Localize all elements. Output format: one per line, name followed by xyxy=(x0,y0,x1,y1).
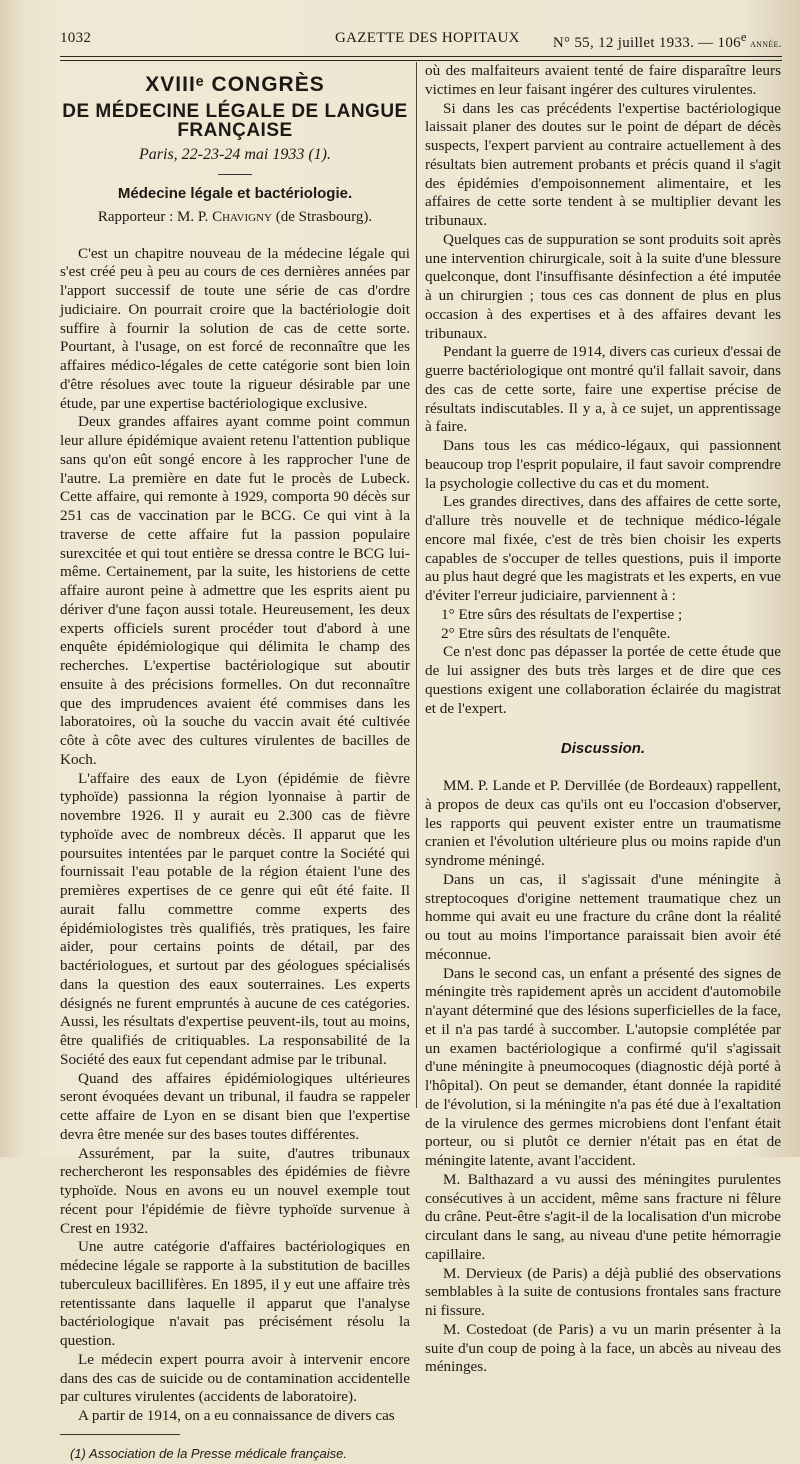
paragraph: Ce n'est donc pas dépasser la portée de cette étude que de lui assigner des buts très larges et de dire que ces questions exigent une collaboration éclairée du magistrat et de l'expert. xyxy=(425,643,781,717)
list-item: 2° Etre sûrs des résultats de l'enquête. xyxy=(441,624,671,642)
paragraph: MM. P. Lande et P. Dervillée (de Bordeaux) rappellent, à propos de deux cas qu'ils ont eu l'occasion d'observer, les rapports qui peuvent exister entre un traumatisme cranien et l'évolution ultérieure plus ou moins rapide d'un syndrome méningé. xyxy=(425,777,781,869)
paragraph: Pendant la guerre de 1914, divers cas curieux d'essai de guerre bactériologique ont montré qu'il fallait savoir, dans des cas de cette sorte, faire une expertise précise de résultats indiscutables. Il y a, à ce sujet, un apprentissage à faire. xyxy=(425,343,781,436)
conclusion-list xyxy=(425,606,781,644)
discussion-heading: Discussion. xyxy=(560,740,646,758)
running-header xyxy=(60,30,782,52)
paragraph: C'est un chapitre nouveau de la médecine légale qui s'est créé peu à peu au cours de ces dernières années par l'apport successif de toute une série de cas d'ordre judiciaire. On pourrait croire que la bactériologie doit suffire à fournir la solution de cas de cette sorte. Pourtant, à l'usage, on est forcé de reconnaître que les affaires médico-légales de cette catégorie sont bien loin d'être résolues avec toute la rigueur désirable par une étude, par une expertise bactériologique exclusive. xyxy=(60,244,410,412)
rapporteur-line xyxy=(60,208,410,227)
column-divider xyxy=(416,62,417,1108)
footnote: (1) Association de la Presse médicale française. xyxy=(70,1445,347,1461)
paragraph: Quand des affaires épidémiologiques ultérieures seront évoquées devant un tribunal, il faudra se rappeler cette affaire de Lyon en se disant bien que l'expertise devra être menée sur des bases toutes différentes. xyxy=(60,1069,410,1143)
paragraph: M. Costedoat (de Paris) a vu un marin présenter à la suite d'un coup de poing à la face, un abcès au niveau des méninges. xyxy=(425,1320,781,1376)
paragraph: Une autre catégorie d'affaires bactériologiques en médecine légale se rapporte à la substitution de bacilles tuberculeux bacillifères. En 1895, il y eut une affaire très retentissante dans laquelle il apparut que l'analyse bactériologique n'avait pas précisément résolu la question. xyxy=(60,1238,410,1349)
footnote-rule xyxy=(60,1434,180,1435)
paragraph: Si dans les cas précédents l'expertise bactériologique laissait planer des doutes sur le point de départ de décès suspects, l'expert parvient au contraire actuellement à des résultats bien autrement probants et précis quand il s'agit des épidémies d'empoisonnement alimentaire, et les affaires de cette sorte tendent à se multiplier devant les tribunaux. xyxy=(425,99,781,229)
journal-title: GAZETTE DES HOPITAUX xyxy=(335,30,520,46)
congress-name: DE MÉDECINE LÉGALE DE LANGUE FRANÇAISE xyxy=(62,100,408,141)
paragraph: Les grandes directives, dans des affaires de cette sorte, d'allure très nouvelle et de technique médico-légale encore mal fixée, c'est de très bien choisir les experts capables de s'occuper de telles questions, puis il importe au plus haut degré que les magistrats et les experts, en vue d'éviter l'erreur judiciaire, parviennent à : xyxy=(425,493,781,604)
rapporteur-name: Chavigny xyxy=(212,208,272,225)
paragraph: L'affaire des eaux de Lyon (épidémie de fièvre typhoïde) passionna la région lyonnaise à partir de novembre 1926. Il y aurait eu 2.300 cas de fièvre typhoïde avec de nombreux décès. Il apparut que les poursuites intentées par le parquet contre la Société qui fournissait l'eau potable de la région étaient l'une des premières expertises de ce genre qui eût été faite. Il aurait fallu commettre comme experts des épidémiologistes très qualifiés, très pratiques, les faire aider, pour certains points de détail, par des bactériologues, et surtout par des géologues spécialisés dans la question des eaux souterraines. Les experts désignés ne furent empruntés à aucune de ces catégories. Aussi, les résultats d'expertise peuvent-ils, tout au moins, être qualifiés de critiquables. La responsabilité de la Société des eaux fut cependant admise par le tribunal. xyxy=(60,769,410,1068)
paragraph: Dans un cas, il s'agissait d'une méningite à streptocoques d'origine nettement traumatique chez un homme qui avait eu une fracture du crâne dont la réalité ou tout au moins l'importance paraissait bien avoir été méconnue. xyxy=(425,870,781,963)
paragraph: M. Dervieux (de Paris) a déjà publié des observations semblables à la suite de contusions frontales sans fracture ni fissure. xyxy=(425,1264,781,1319)
list-item: 1° Etre sûrs des résultats de l'expertise ; xyxy=(441,605,683,623)
congress-heading xyxy=(60,73,410,165)
issue-number: N° 55, 12 juillet 1933. — 106 xyxy=(552,35,741,51)
issue-info xyxy=(553,30,782,52)
paragraph: Assurément, par la suite, d'autres tribunaux rechercheront les responsables des épidémies de fièvre typhoïde. Nous en avons eu un nouvel exemple tout récent pour l'épidémie de fièvre typhoïde survenue à Crest en 1932. xyxy=(60,1144,410,1237)
header-rule-double xyxy=(60,60,782,61)
year-label: année. xyxy=(746,36,782,50)
congress-dates: Paris, 22-23-24 mai 1933 (1). xyxy=(139,146,331,164)
page-number: 1032 xyxy=(60,30,92,46)
paragraph: Dans le second cas, un enfant a présenté des signes de méningite très rapidement après un accident d'automobile n'ayant déterminé que des lésions superficielles de la face, et il n'a pas tardé à succomber. L'autopsie complétée par un examen bactériologique a confirmé qu'il s'agissait d'une méningite à pneumocoques (diagnostic déjà porté à l'hôpital). On peut se demander, étant donnée la rapidité de l'évolution, si la méningite n'a pas été due à l'exaltation de la virulence des germes microbiens dont l'enfant était porteur, ou si plutôt ce dernier n'était pas en état de méningite latente, avant l'accident. xyxy=(425,964,781,1169)
rapporteur-suffix: (de Strasbourg). xyxy=(271,208,373,225)
paragraph: M. Balthazard a vu aussi des méningites purulentes consécutives à un accident, même sans fracture ni fêlure du crâne. Peut-être s'agit-il de la localisation d'un microbe circulant dans le sang, au niveau d'une petite hémorragie capillaire. xyxy=(425,1170,781,1263)
issue-sup: e xyxy=(740,30,747,44)
right-column xyxy=(425,62,781,1377)
rapporteur-prefix: Rapporteur : M. P. xyxy=(97,208,213,225)
congress-number: XVIIIᵉ CONGRÈS xyxy=(145,73,325,96)
section-title: Médecine légale et bactériologie. xyxy=(117,185,353,202)
paragraph: où des malfaiteurs avaient tenté de faire disparaître leurs victimes en leur faisant ingérer des cultures virulentes. xyxy=(425,62,781,98)
paragraph: Le médecin expert pourra avoir à intervenir encore dans des cas de suicide ou de contamination accidentelle par cultures virulentes (accidents de laboratoire). xyxy=(60,1350,410,1406)
article-body-left xyxy=(60,245,410,1426)
paragraph: Deux grandes affaires ayant comme point commun leur allure épidémique avaient retenu l'attention publique sans qu'on eût songé encore à les rapprocher l'une de l'autre. La première en date fut le procès de Lubeck. Cette affaire, qui remonte à 1929, comporta 90 décès sur 251 cas de vaccination par le BCG. Ce qui vint à la traverse de cette affaire fut la passion populaire surexcitée et qui tout entière se dressa contre le BCG lui-même. Certainement, par la suite, les historiens de cette affaire auront peine à admettre que les esprits aient pu dériver d'une façon aussi totale. Heureusement, les deux experts officiels surent procéder tout d'abord à une enquête épidémiologique qui délimita le champ des recherches. L'expertise bactériologique sut aboutir ensuite à des précisions formelles. On dut reconnaître que des imprudences avaient été commises dans les laboratoires, où la souche du vaccin avait été cultivée côte à côte avec des cultures virulentes de bacilles de Koch. xyxy=(60,413,410,768)
paragraph: Quelques cas de suppuration se sont produits soit après une intervention chirurgicale, soit à la suite d'une blessure quelconque, dont l'insuffisante désinfection a été imputée à un chirurgien ; tous ces cas donnent de plus en plus occasion à des expertises et à des affaires devant les tribunaux. xyxy=(425,230,781,342)
header-rule xyxy=(60,56,782,57)
paragraph: A partir de 1914, on a eu connaissance de divers cas xyxy=(78,1407,395,1424)
paragraph: Dans tous les cas médico-légaux, qui passionnent beaucoup trop l'esprit populaire, il faut savoir comprendre la psychologie collective du cas et du moment. xyxy=(425,437,781,492)
left-column xyxy=(60,62,410,1464)
title-separator xyxy=(218,174,252,175)
